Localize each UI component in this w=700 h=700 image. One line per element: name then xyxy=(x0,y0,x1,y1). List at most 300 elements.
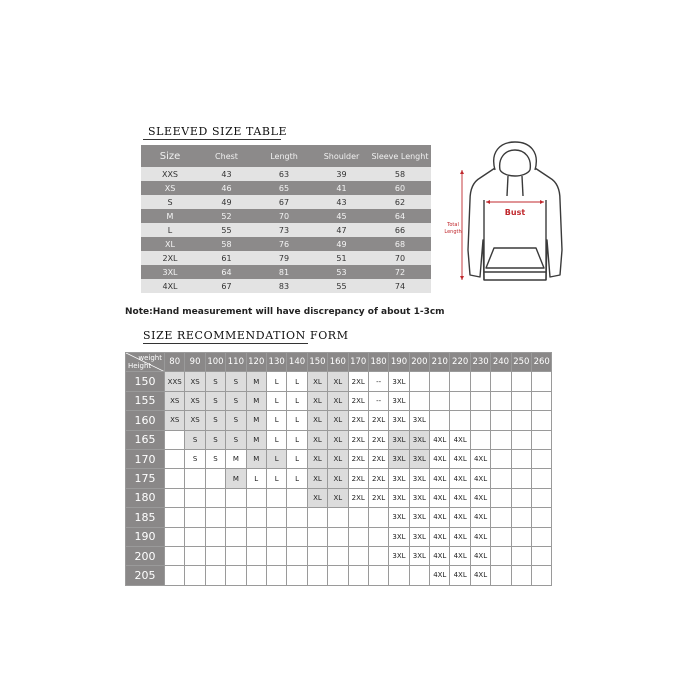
recommendation-cell xyxy=(246,527,266,546)
recommendation-cell xyxy=(328,508,348,527)
recommendation-cell: M xyxy=(246,372,266,391)
recommendation-cell xyxy=(165,546,185,565)
recommendation-cell: 3XL xyxy=(409,508,429,527)
weight-header-cell: 160 xyxy=(328,353,348,372)
recommendation-cell: 3XL xyxy=(389,508,409,527)
recommendation-cell xyxy=(266,488,286,507)
recommendation-cell: 4XL xyxy=(430,508,450,527)
recommendation-cell xyxy=(532,546,552,565)
size-table-header-cell: Size xyxy=(141,145,199,167)
recommendation-cell: 3XL xyxy=(389,546,409,565)
size-table-cell: 2XL xyxy=(141,251,199,265)
recommendation-cell xyxy=(491,430,511,449)
height-row xyxy=(126,430,552,449)
recommendation-cell: S xyxy=(226,391,246,410)
recommendation-cell: S xyxy=(226,411,246,430)
recommendation-cell xyxy=(511,411,531,430)
recommendation-cell: 4XL xyxy=(430,449,450,468)
recommendation-cell xyxy=(368,566,388,585)
size-table-header-cell: Length xyxy=(254,145,314,167)
height-row xyxy=(126,488,552,507)
recommendation-cell xyxy=(246,488,266,507)
height-row xyxy=(126,566,552,585)
recommendation-cell: 3XL xyxy=(409,411,429,430)
recommendation-cell: S xyxy=(205,411,225,430)
hoodie-diagram xyxy=(440,140,590,300)
weight-header-cell: 140 xyxy=(287,353,307,372)
recommendation-cell xyxy=(226,546,246,565)
recommendation-cell xyxy=(185,546,205,565)
size-table-cell: 43 xyxy=(199,167,254,181)
recommendation-cell: 4XL xyxy=(430,546,450,565)
recommendation-cell xyxy=(450,411,470,430)
recommendation-cell xyxy=(307,546,327,565)
recommendation-cell xyxy=(246,546,266,565)
height-row xyxy=(126,508,552,527)
recommendation-cell xyxy=(491,411,511,430)
height-header-cell: 185 xyxy=(126,508,165,527)
recommendation-cell xyxy=(511,430,531,449)
recommendation-cell xyxy=(511,566,531,585)
size-table-row xyxy=(141,237,431,251)
recommendation-cell: 4XL xyxy=(450,546,470,565)
recommendation-cell: 3XL xyxy=(389,411,409,430)
recommendation-cell xyxy=(409,566,429,585)
height-header-cell: 200 xyxy=(126,546,165,565)
recommendation-cell xyxy=(328,546,348,565)
corner-weight-label: weight xyxy=(138,354,162,362)
grid-corner-cell xyxy=(126,353,165,372)
recommendation-cell xyxy=(266,566,286,585)
recommendation-cell xyxy=(491,488,511,507)
recommendation-cell: L xyxy=(287,469,307,488)
recommendation-cell xyxy=(532,508,552,527)
size-table-cell: XL xyxy=(141,237,199,251)
recommendation-title-underline xyxy=(143,343,308,344)
recommendation-cell xyxy=(266,546,286,565)
recommendation-cell xyxy=(430,411,450,430)
recommendation-cell: XS xyxy=(165,411,185,430)
recommendation-cell xyxy=(246,508,266,527)
size-table-cell: 55 xyxy=(314,279,369,293)
recommendation-cell: 2XL xyxy=(348,430,368,449)
height-header-cell: 155 xyxy=(126,391,165,410)
size-table-row xyxy=(141,279,431,293)
recommendation-cell xyxy=(430,391,450,410)
size-table-cell: 66 xyxy=(369,223,431,237)
weight-header-cell: 200 xyxy=(409,353,429,372)
size-table-cell: 68 xyxy=(369,237,431,251)
recommendation-cell: L xyxy=(266,430,286,449)
recommendation-cell: XS xyxy=(185,372,205,391)
recommendation-cell: -- xyxy=(368,372,388,391)
size-table-row xyxy=(141,195,431,209)
recommendation-cell xyxy=(532,391,552,410)
height-header-cell: 180 xyxy=(126,488,165,507)
recommendation-cell xyxy=(532,527,552,546)
size-table-cell: 62 xyxy=(369,195,431,209)
recommendation-cell xyxy=(165,488,185,507)
weight-header-cell: 80 xyxy=(165,353,185,372)
recommendation-cell: 3XL xyxy=(409,469,429,488)
size-table-cell: 47 xyxy=(314,223,369,237)
recommendation-cell xyxy=(185,566,205,585)
recommendation-cell xyxy=(165,566,185,585)
size-table-row xyxy=(141,167,431,181)
recommendation-cell xyxy=(430,372,450,391)
recommendation-cell xyxy=(287,546,307,565)
weight-header-cell: 210 xyxy=(430,353,450,372)
bust-label: Bust xyxy=(504,208,526,217)
size-table-cell: 55 xyxy=(199,223,254,237)
recommendation-cell xyxy=(226,566,246,585)
size-table-cell: 70 xyxy=(369,251,431,265)
size-table-cell: 58 xyxy=(369,167,431,181)
size-table-cell: L xyxy=(141,223,199,237)
recommendation-cell: XS xyxy=(185,411,205,430)
recommendation-cell: M xyxy=(246,391,266,410)
total-length-label-2: Length xyxy=(444,229,462,235)
recommendation-cell xyxy=(226,488,246,507)
height-header-cell: 190 xyxy=(126,527,165,546)
weight-header-cell: 240 xyxy=(491,353,511,372)
recommendation-cell: L xyxy=(287,449,307,468)
recommendation-cell xyxy=(511,449,531,468)
recommendation-cell: 3XL xyxy=(389,469,409,488)
recommendation-cell xyxy=(205,469,225,488)
recommendation-cell xyxy=(307,527,327,546)
recommendation-cell xyxy=(511,391,531,410)
size-table-row xyxy=(141,223,431,237)
recommendation-cell xyxy=(532,411,552,430)
recommendation-cell: L xyxy=(287,391,307,410)
recommendation-cell xyxy=(491,449,511,468)
size-table-cell: 45 xyxy=(314,209,369,223)
size-table-row xyxy=(141,265,431,279)
height-row xyxy=(126,527,552,546)
size-table-cell: 52 xyxy=(199,209,254,223)
recommendation-cell: 2XL xyxy=(368,430,388,449)
recommendation-cell xyxy=(165,508,185,527)
recommendation-cell: XL xyxy=(328,469,348,488)
recommendation-cell xyxy=(348,508,368,527)
recommendation-cell: 3XL xyxy=(389,527,409,546)
size-table-cell: 43 xyxy=(314,195,369,209)
recommendation-cell: S xyxy=(205,449,225,468)
recommendation-cell: L xyxy=(287,372,307,391)
recommendation-cell: 4XL xyxy=(450,449,470,468)
recommendation-cell: M xyxy=(246,411,266,430)
recommendation-cell: 3XL xyxy=(389,372,409,391)
size-table-header-cell: Sleeve Lenght xyxy=(369,145,431,167)
recommendation-cell xyxy=(287,508,307,527)
recommendation-cell: 3XL xyxy=(409,527,429,546)
recommendation-cell xyxy=(511,508,531,527)
recommendation-cell: M xyxy=(226,469,246,488)
recommendation-cell: 4XL xyxy=(430,430,450,449)
size-table-cell: 3XL xyxy=(141,265,199,279)
recommendation-cell xyxy=(532,488,552,507)
recommendation-cell xyxy=(532,449,552,468)
total-length-label-1: Total xyxy=(447,222,459,228)
recommendation-cell xyxy=(470,411,490,430)
height-header-cell: 150 xyxy=(126,372,165,391)
weight-header-cell: 260 xyxy=(532,353,552,372)
recommendation-cell: 3XL xyxy=(389,391,409,410)
recommendation-cell xyxy=(348,546,368,565)
recommendation-cell xyxy=(266,527,286,546)
weight-header-cell: 110 xyxy=(226,353,246,372)
height-row xyxy=(126,411,552,430)
recommendation-cell: L xyxy=(246,469,266,488)
recommendation-cell xyxy=(287,488,307,507)
recommendation-title: SIZE RECOMMENDATION FORM xyxy=(143,329,349,342)
size-table-cell: 63 xyxy=(254,167,314,181)
recommendation-cell: 2XL xyxy=(348,372,368,391)
recommendation-cell xyxy=(328,527,348,546)
weight-header-cell: 250 xyxy=(511,353,531,372)
recommendation-cell: L xyxy=(266,411,286,430)
size-table-header-cell: Chest xyxy=(199,145,254,167)
size-table-title: SLEEVED SIZE TABLE xyxy=(148,125,288,138)
recommendation-cell: 4XL xyxy=(430,566,450,585)
recommendation-cell: 3XL xyxy=(389,430,409,449)
height-row xyxy=(126,372,552,391)
size-table-cell: XXS xyxy=(141,167,199,181)
recommendation-cell xyxy=(389,566,409,585)
recommendation-cell xyxy=(511,372,531,391)
size-table-cell: 39 xyxy=(314,167,369,181)
recommendation-cell: 2XL xyxy=(368,488,388,507)
recommendation-cell: XL xyxy=(307,372,327,391)
size-table-cell: 51 xyxy=(314,251,369,265)
recommendation-cell xyxy=(287,527,307,546)
recommendation-cell: 4XL xyxy=(430,527,450,546)
size-table-header-cell: Shoulder xyxy=(314,145,369,167)
recommendation-cell xyxy=(226,508,246,527)
recommendation-cell: 2XL xyxy=(368,449,388,468)
recommendation-cell: XS xyxy=(165,391,185,410)
recommendation-cell: 4XL xyxy=(450,527,470,546)
recommendation-cell: XL xyxy=(307,391,327,410)
height-header-cell: 165 xyxy=(126,430,165,449)
recommendation-cell: XXS xyxy=(165,372,185,391)
recommendation-cell: XL xyxy=(307,449,327,468)
height-header-cell: 205 xyxy=(126,566,165,585)
recommendation-cell xyxy=(409,391,429,410)
size-table-cell: S xyxy=(141,195,199,209)
weight-header-cell: 130 xyxy=(266,353,286,372)
weight-header-cell: 230 xyxy=(470,353,490,372)
recommendation-cell: XL xyxy=(307,469,327,488)
recommendation-cell xyxy=(307,566,327,585)
size-table-cell: 61 xyxy=(199,251,254,265)
recommendation-cell: S xyxy=(185,430,205,449)
size-table-cell: 53 xyxy=(314,265,369,279)
recommendation-cell: L xyxy=(266,391,286,410)
recommendation-cell xyxy=(205,488,225,507)
size-table-cell: 81 xyxy=(254,265,314,279)
recommendation-cell: 4XL xyxy=(450,488,470,507)
recommendation-cell xyxy=(185,527,205,546)
size-recommendation-grid xyxy=(125,352,552,586)
recommendation-cell: 4XL xyxy=(450,508,470,527)
recommendation-cell xyxy=(165,430,185,449)
size-table-cell: 65 xyxy=(254,181,314,195)
height-header-cell: 175 xyxy=(126,469,165,488)
height-row xyxy=(126,546,552,565)
recommendation-cell xyxy=(185,488,205,507)
recommendation-cell xyxy=(511,546,531,565)
sleeved-size-table xyxy=(141,145,431,293)
recommendation-cell xyxy=(532,469,552,488)
weight-header-row xyxy=(126,353,552,372)
measurement-note: Note:Hand measurement will have discrepancy of about 1-3cm xyxy=(125,307,445,317)
height-header-cell: 170 xyxy=(126,449,165,468)
recommendation-cell xyxy=(470,430,490,449)
weight-header-cell: 120 xyxy=(246,353,266,372)
corner-height-label: Height xyxy=(128,362,152,371)
recommendation-cell: L xyxy=(266,449,286,468)
size-table-cell: 46 xyxy=(199,181,254,195)
height-row xyxy=(126,391,552,410)
recommendation-cell: 2XL xyxy=(348,391,368,410)
recommendation-cell: 4XL xyxy=(450,469,470,488)
recommendation-cell: S xyxy=(205,430,225,449)
recommendation-cell: 4XL xyxy=(450,566,470,585)
recommendation-cell: XS xyxy=(185,391,205,410)
recommendation-cell xyxy=(205,527,225,546)
recommendation-cell: 2XL xyxy=(348,411,368,430)
recommendation-cell xyxy=(348,527,368,546)
recommendation-cell xyxy=(532,566,552,585)
recommendation-cell: 2XL xyxy=(368,469,388,488)
recommendation-cell xyxy=(165,527,185,546)
recommendation-cell: 3XL xyxy=(409,488,429,507)
size-table-cell: 72 xyxy=(369,265,431,279)
recommendation-cell xyxy=(491,391,511,410)
recommendation-cell: 4XL xyxy=(470,508,490,527)
weight-header-cell: 220 xyxy=(450,353,470,372)
recommendation-cell: M xyxy=(246,430,266,449)
recommendation-cell xyxy=(205,508,225,527)
recommendation-cell: XL xyxy=(328,430,348,449)
recommendation-cell xyxy=(511,527,531,546)
recommendation-cell: 4XL xyxy=(470,488,490,507)
recommendation-cell: 4XL xyxy=(430,488,450,507)
recommendation-cell xyxy=(511,488,531,507)
recommendation-cell xyxy=(165,449,185,468)
recommendation-cell: S xyxy=(205,391,225,410)
recommendation-cell xyxy=(287,566,307,585)
recommendation-cell: 2XL xyxy=(348,449,368,468)
recommendation-cell xyxy=(450,391,470,410)
recommendation-cell: S xyxy=(185,449,205,468)
recommendation-cell: S xyxy=(205,372,225,391)
recommendation-cell xyxy=(532,430,552,449)
recommendation-cell: XL xyxy=(307,430,327,449)
recommendation-cell: 3XL xyxy=(409,546,429,565)
size-table-cell: 74 xyxy=(369,279,431,293)
height-header-cell: 160 xyxy=(126,411,165,430)
recommendation-cell xyxy=(246,566,266,585)
size-table-cell: 60 xyxy=(369,181,431,195)
recommendation-cell xyxy=(491,469,511,488)
recommendation-cell xyxy=(368,508,388,527)
recommendation-cell xyxy=(205,546,225,565)
recommendation-cell: 4XL xyxy=(470,527,490,546)
size-table-row xyxy=(141,251,431,265)
recommendation-cell: XL xyxy=(307,488,327,507)
recommendation-cell: L xyxy=(266,372,286,391)
size-table-cell: 83 xyxy=(254,279,314,293)
recommendation-cell xyxy=(165,469,185,488)
recommendation-cell: 3XL xyxy=(409,430,429,449)
weight-header-cell: 170 xyxy=(348,353,368,372)
size-table-cell: 73 xyxy=(254,223,314,237)
size-table-cell: 64 xyxy=(199,265,254,279)
size-table-cell: 64 xyxy=(369,209,431,223)
size-table-title-underline xyxy=(143,139,281,140)
recommendation-cell xyxy=(470,372,490,391)
size-table-row xyxy=(141,181,431,195)
recommendation-cell: 3XL xyxy=(389,449,409,468)
recommendation-cell: 4XL xyxy=(470,566,490,585)
size-table-cell: 49 xyxy=(314,237,369,251)
recommendation-cell xyxy=(205,566,225,585)
size-table-cell: 79 xyxy=(254,251,314,265)
recommendation-cell xyxy=(226,527,246,546)
recommendation-cell: XL xyxy=(328,411,348,430)
recommendation-cell xyxy=(491,372,511,391)
size-table-cell: 41 xyxy=(314,181,369,195)
size-table-cell: 70 xyxy=(254,209,314,223)
recommendation-cell: 3XL xyxy=(409,449,429,468)
recommendation-cell: 4XL xyxy=(450,430,470,449)
recommendation-cell: 4XL xyxy=(470,469,490,488)
size-table-cell: 49 xyxy=(199,195,254,209)
recommendation-cell: L xyxy=(287,411,307,430)
recommendation-cell xyxy=(368,546,388,565)
recommendation-cell: XL xyxy=(328,372,348,391)
recommendation-cell: 4XL xyxy=(470,449,490,468)
recommendation-cell: XL xyxy=(328,488,348,507)
recommendation-cell: L xyxy=(287,430,307,449)
recommendation-cell xyxy=(450,372,470,391)
recommendation-cell: 4XL xyxy=(470,546,490,565)
weight-header-cell: 180 xyxy=(368,353,388,372)
recommendation-cell: 3XL xyxy=(389,488,409,507)
recommendation-cell: -- xyxy=(368,391,388,410)
recommendation-cell: M xyxy=(226,449,246,468)
size-table-cell: 76 xyxy=(254,237,314,251)
size-table-cell: 4XL xyxy=(141,279,199,293)
recommendation-cell: S xyxy=(226,372,246,391)
recommendation-cell: XL xyxy=(307,411,327,430)
size-table-cell: XS xyxy=(141,181,199,195)
height-row xyxy=(126,469,552,488)
recommendation-cell: XL xyxy=(328,449,348,468)
size-table-cell: 67 xyxy=(254,195,314,209)
recommendation-cell xyxy=(532,372,552,391)
height-row xyxy=(126,449,552,468)
recommendation-cell: 2XL xyxy=(348,488,368,507)
weight-header-cell: 150 xyxy=(307,353,327,372)
recommendation-cell xyxy=(491,546,511,565)
recommendation-cell xyxy=(185,469,205,488)
recommendation-cell xyxy=(491,527,511,546)
recommendation-cell: S xyxy=(226,430,246,449)
